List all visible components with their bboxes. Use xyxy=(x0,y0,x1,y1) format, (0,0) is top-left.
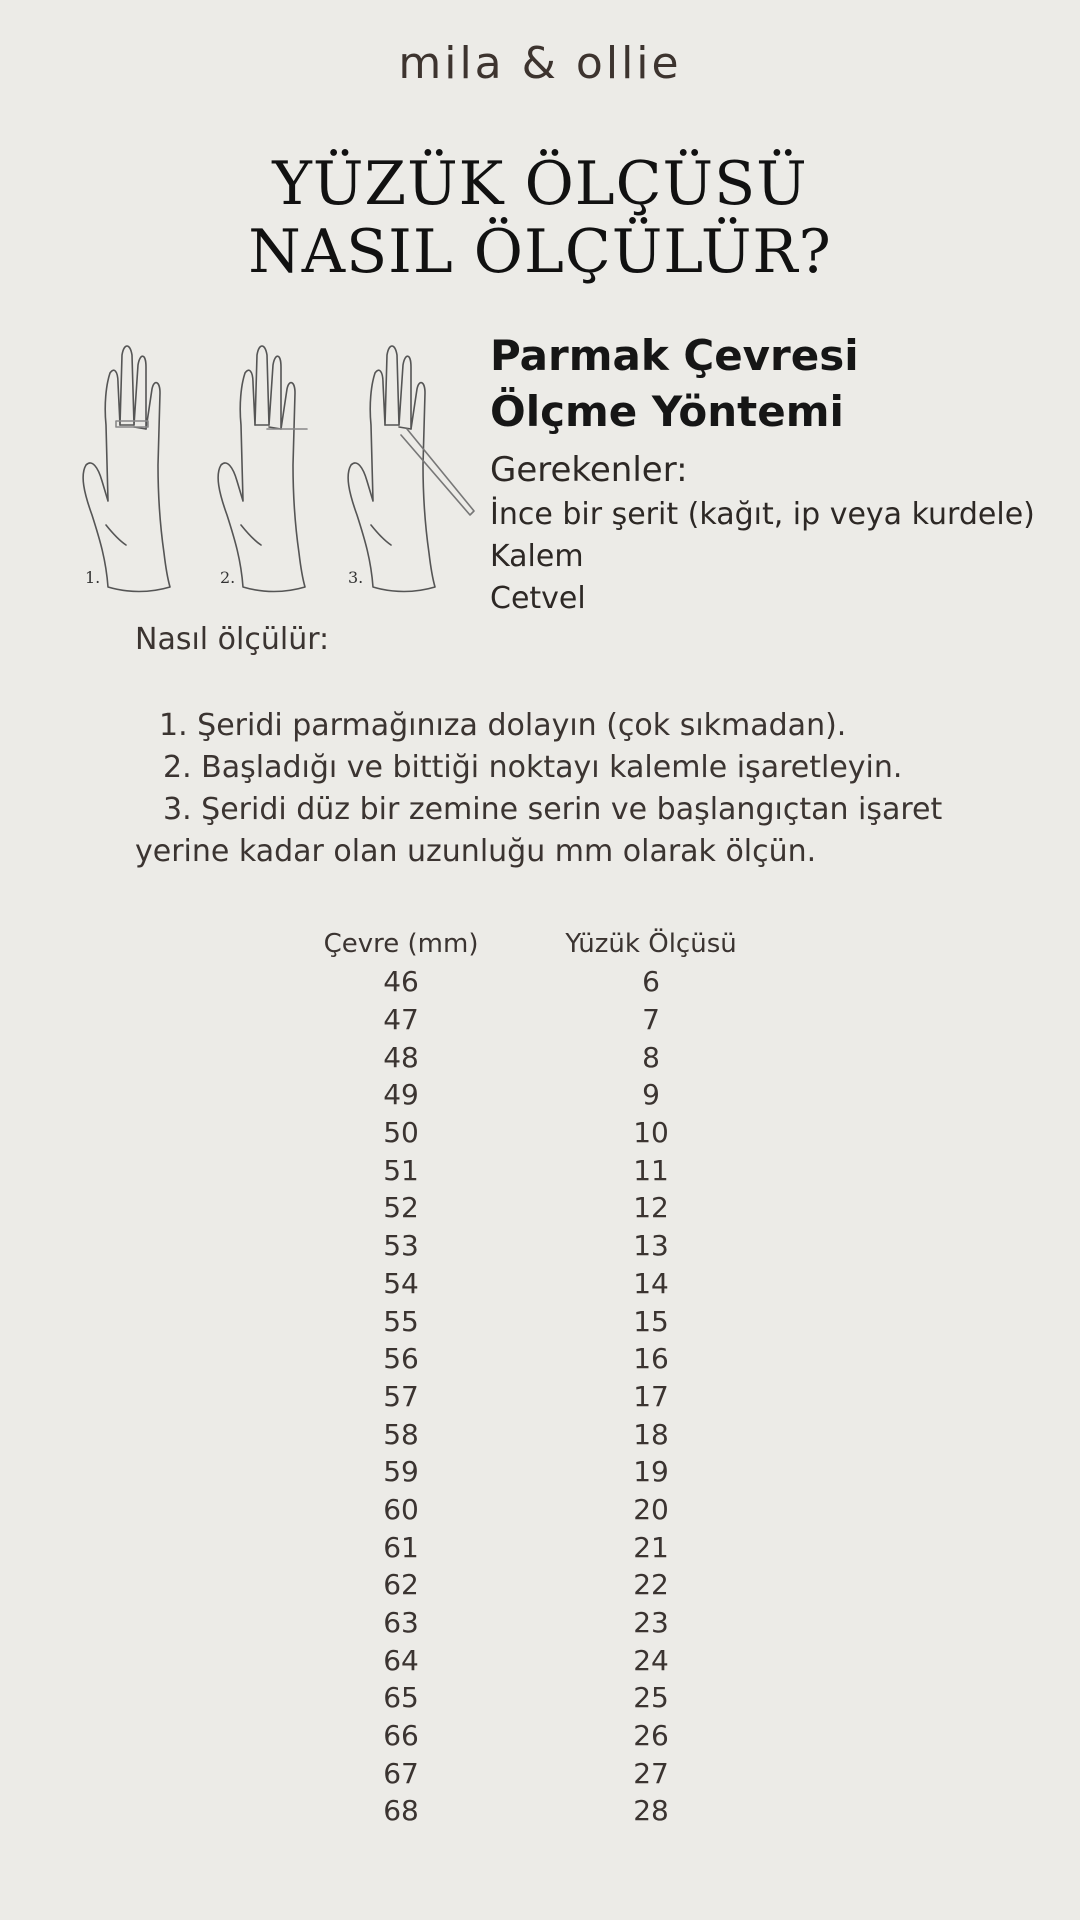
table-row xyxy=(300,1679,800,1717)
ring-size-cell: 24 xyxy=(633,1643,669,1677)
page-title-line-2: NASIL ÖLÇÜLÜR? xyxy=(248,217,832,287)
method-title xyxy=(490,328,859,440)
circumference-cell: 58 xyxy=(383,1417,419,1451)
circumference-cell: 59 xyxy=(383,1455,419,1489)
ring-size-cell: 21 xyxy=(633,1530,669,1564)
ring-size-cell: 28 xyxy=(633,1794,669,1828)
ring-size-cell: 23 xyxy=(633,1606,669,1640)
circumference-cell: 57 xyxy=(383,1379,419,1413)
method-title-line-2: Ölçme Yöntemi xyxy=(490,387,844,436)
ring-size-table xyxy=(300,925,800,1830)
circumference-cell: 67 xyxy=(383,1756,419,1790)
circumference-cell: 52 xyxy=(383,1191,419,1225)
ring-size-cell: 13 xyxy=(633,1229,669,1263)
page-title xyxy=(0,150,1080,286)
column-header-ring-size: Yüzük Ölçüsü xyxy=(565,929,737,959)
hand-3-icon xyxy=(348,346,474,592)
ring-size-cell: 20 xyxy=(633,1492,669,1526)
ring-size-cell: 6 xyxy=(642,965,660,999)
circumference-cell: 51 xyxy=(383,1153,419,1187)
ring-size-cell: 18 xyxy=(633,1417,669,1451)
circumference-cell: 60 xyxy=(383,1492,419,1526)
circumference-cell: 49 xyxy=(383,1078,419,1112)
table-row xyxy=(300,1754,800,1792)
ring-size-cell: 9 xyxy=(642,1078,660,1112)
hand-1-icon xyxy=(83,346,170,592)
method-title-line-1: Parmak Çevresi xyxy=(490,331,859,380)
ring-size-cell: 14 xyxy=(633,1266,669,1300)
table-body xyxy=(300,963,800,1830)
column-header-circumference: Çevre (mm) xyxy=(323,929,479,959)
ring-size-cell: 12 xyxy=(633,1191,669,1225)
requirements-list xyxy=(490,446,1035,620)
ring-size-cell: 26 xyxy=(633,1719,669,1753)
circumference-cell: 55 xyxy=(383,1304,419,1338)
table-header-row xyxy=(300,925,800,963)
step-item-continuation: yerine kadar olan uzunluğu mm olarak ölçün. xyxy=(135,834,817,869)
circumference-cell: 53 xyxy=(383,1229,419,1263)
ring-size-cell: 27 xyxy=(633,1756,669,1790)
table-row xyxy=(300,1340,800,1378)
hand-label-3: 3. xyxy=(348,568,364,587)
table-row xyxy=(300,1528,800,1566)
ring-size-cell: 8 xyxy=(642,1040,660,1074)
table-row xyxy=(300,1189,800,1227)
table-row xyxy=(300,963,800,1001)
table-row xyxy=(300,1792,800,1830)
circumference-cell: 61 xyxy=(383,1530,419,1564)
steps-list xyxy=(135,705,1055,873)
ring-size-cell: 16 xyxy=(633,1342,669,1376)
table-row xyxy=(300,1265,800,1303)
circumference-cell: 46 xyxy=(383,965,419,999)
table-row xyxy=(300,1453,800,1491)
circumference-cell: 48 xyxy=(383,1040,419,1074)
hand-2-icon xyxy=(218,346,307,592)
step-item: 2. Başladığı ve bittiği noktayı kalemle işaretleyin. xyxy=(163,750,903,785)
circumference-cell: 56 xyxy=(383,1342,419,1376)
brand-logo: mila & ollie xyxy=(398,38,682,89)
circumference-cell: 50 xyxy=(383,1116,419,1150)
table-row xyxy=(300,1302,800,1340)
circumference-cell: 68 xyxy=(383,1794,419,1828)
circumference-cell: 63 xyxy=(383,1606,419,1640)
table-row xyxy=(300,1038,800,1076)
table-row xyxy=(300,1227,800,1265)
table-row xyxy=(300,1641,800,1679)
table-row xyxy=(300,1604,800,1642)
table-row xyxy=(300,1001,800,1039)
ring-size-cell: 10 xyxy=(633,1116,669,1150)
table-row xyxy=(300,1151,800,1189)
ring-size-cell: 17 xyxy=(633,1379,669,1413)
ring-size-cell: 11 xyxy=(633,1153,669,1187)
page-title-line-1: YÜZÜK ÖLÇÜSÜ xyxy=(272,149,808,219)
circumference-cell: 64 xyxy=(383,1643,419,1677)
table-row xyxy=(300,1717,800,1755)
step-item: 3. Şeridi düz bir zemine serin ve başlangıçtan işaret xyxy=(163,792,943,827)
hand-label-1: 1. xyxy=(85,568,101,587)
table-row xyxy=(300,1076,800,1114)
step-item: 1. Şeridi parmağınıza dolayın (çok sıkmadan). xyxy=(159,708,847,743)
circumference-cell: 47 xyxy=(383,1003,419,1037)
circumference-cell: 65 xyxy=(383,1681,419,1715)
how-to-measure-label: Nasıl ölçülür: xyxy=(135,622,330,657)
ring-size-cell: 25 xyxy=(633,1681,669,1715)
table-row xyxy=(300,1491,800,1529)
table-row xyxy=(300,1566,800,1604)
requirement-item: Kalem xyxy=(490,539,584,574)
circumference-cell: 66 xyxy=(383,1719,419,1753)
requirement-item: İnce bir şerit (kağıt, ip veya kurdele) xyxy=(490,497,1035,532)
ring-size-cell: 22 xyxy=(633,1568,669,1602)
hand-label-2: 2. xyxy=(220,568,236,587)
requirements-heading: Gerekenler: xyxy=(490,450,688,490)
table-row xyxy=(300,1378,800,1416)
ring-size-cell: 7 xyxy=(642,1003,660,1037)
hand-ring-measure-icon xyxy=(80,325,480,605)
circumference-cell: 62 xyxy=(383,1568,419,1602)
table-row xyxy=(300,1114,800,1152)
table-row xyxy=(300,1415,800,1453)
ring-size-cell: 19 xyxy=(633,1455,669,1489)
circumference-cell: 54 xyxy=(383,1266,419,1300)
requirement-item: Cetvel xyxy=(490,581,586,616)
ring-size-cell: 15 xyxy=(633,1304,669,1338)
